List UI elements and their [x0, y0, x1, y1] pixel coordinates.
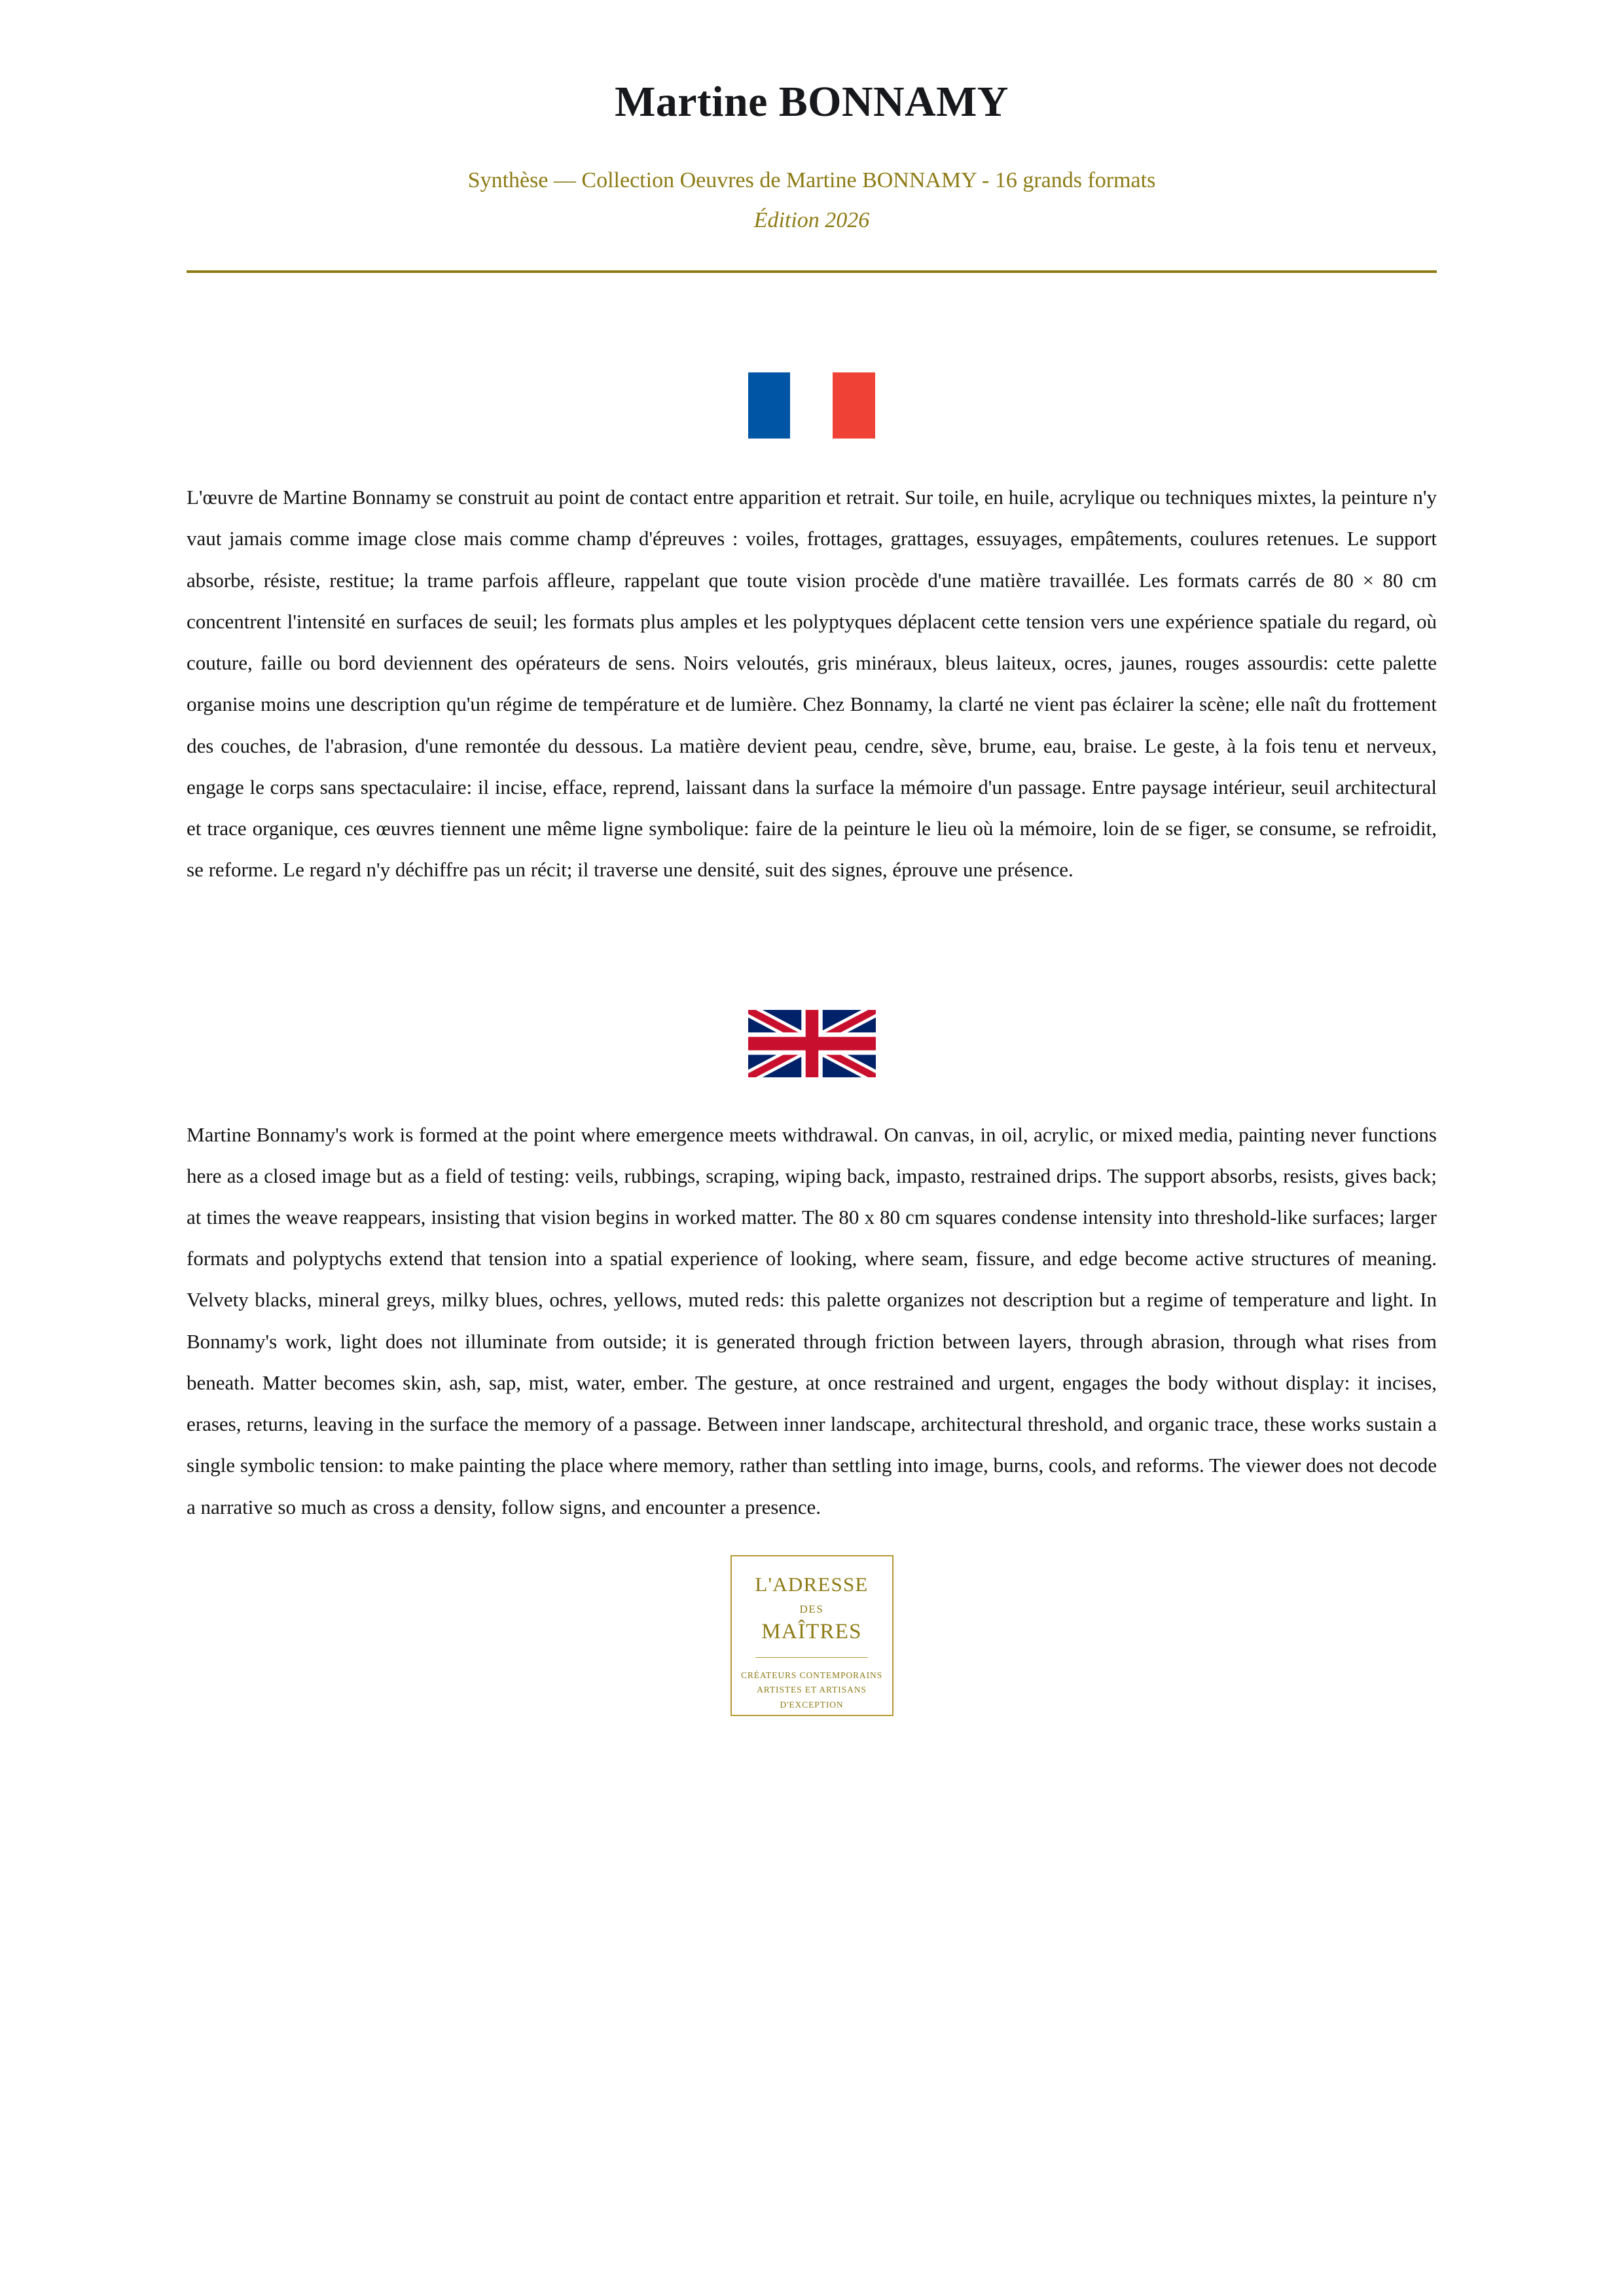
section-english	[187, 1010, 1437, 1528]
uk-flag-container	[187, 1010, 1437, 1077]
union-jack-svg	[748, 1010, 876, 1077]
document-edition: Édition 2026	[753, 207, 870, 232]
ladresse-des-maitres-logo	[731, 1555, 893, 1716]
logo-line-des: DES	[799, 1602, 824, 1615]
page-title: Martine BONNAMY	[615, 78, 1009, 126]
flag-band-blue	[748, 372, 791, 439]
document-subtitle: Synthèse — Collection Oeuvres de Martine BONNAMY - 16 grands formats	[467, 168, 1156, 192]
flag-band-red	[833, 372, 875, 439]
uk-flag-icon	[748, 1010, 876, 1077]
section-french	[187, 372, 1437, 890]
french-flag-icon	[748, 372, 876, 439]
logo-tagline-line-1: CRÉATEURS CONTEMPORAINS	[740, 1670, 883, 1680]
document-header	[187, 0, 1437, 236]
english-body-text: Martine Bonnamy's work is formed at the point where emergence meets withdrawal. On canvas, in oil, acrylic, or mixed media, painting never functions here as a closed image but as a field of testing: veils, rubbings, scraping, wiping back, impasto, restrained drips. The support absorbs, resists, gives back; at times the weave reappears, insisting that vision begins in worked matter. The 80 x 80 cm squares condense intensity into threshold-like surfaces; larger formats and polyptychs extend that tension into a spatial experience of looking, where seam, fissure, and edge become active structures of meaning. Velvety blacks, mineral greys, milky blues, ochres, yellows, muted reds: this palette organizes not description but a regime of temperature and light. In Bonnamy's work, light does not illuminate from outside; it is generated through friction between layers, through abrasion, through what rises from beneath. Matter becomes skin, ash, sap, mist, water, ember. The gesture, at once restrained and urgent, engages the body without display: it incises, erases, returns, leaving in the surface the memory of a passage. Between inner landscape, architectural threshold, and organic trace, these works sustain a single symbolic tension: to make painting the place where memory, rather than settling into image, burns, cools, and reforms. The viewer does not decode a narrative so much as cross a density, follow signs, and encounter a presence.	[187, 1122, 1437, 1518]
footer-logo-container	[187, 1555, 1437, 1716]
header-divider	[187, 270, 1437, 273]
french-body-text: L'œuvre de Martine Bonnamy se construit au point de contact entre apparition et retrait. Sur toile, en huile, acrylique ou techniques mixtes, la peinture n'y vaut jamais comme image close mais comme champ d'épreuves : voiles, frottages, grattages, essuyages, empâtements, coulures retenues. Le support absorbe, résiste, restitue; la trame parfois affleure, rappelant que toute vision procède d'une matière travaillée. Les formats carrés de 80 × 80 cm concentrent l'intensité en surfaces de seuil; les formats plus amples et les polyptyques déplacent cette tension vers une expérience spatiale du regard, où couture, faille ou bord deviennent des opérateurs de sens. Noirs veloutés, gris minéraux, bleus laiteux, ocres, jaunes, rouges assourdis: cette palette organise moins une description qu'un régime de température et de lumière. Chez Bonnamy, la clarté ne vient pas éclairer la scène; elle naît du frottement des couches, de l'abrasion, d'une remontée du dessous. La matière devient peau, cendre, sève, brume, eau, braise. Le geste, à la fois tenu et nerveux, engage le corps sans spectaculaire: il incise, efface, reprend, laissant dans la surface la mémoire d'un passage. Entre paysage intérieur, seuil architectural et trace organique, ces œuvres tiennent une même ligne symbolique: faire de la peinture le lieu où la mémoire, loin de se figer, se consume, se refroidit, se reforme. Le regard n'y déchiffre pas un récit; il traverse une densité, suit des signes, éprouve une présence.	[187, 486, 1437, 882]
document-page	[187, 0, 1437, 2296]
french-flag-container	[187, 372, 1437, 439]
logo-line-maitres: MAÎTRES	[761, 1619, 862, 1643]
logo-tagline-line-3: D'EXCEPTION	[780, 1699, 844, 1710]
logo-divider	[755, 1657, 868, 1658]
logo-line-adresse: L'ADRESSE	[755, 1572, 869, 1596]
logo-tagline-line-2: ARTISTES ET ARTISANS	[757, 1685, 867, 1695]
logo-tagline	[741, 1668, 882, 1712]
flag-band-white	[790, 372, 833, 439]
